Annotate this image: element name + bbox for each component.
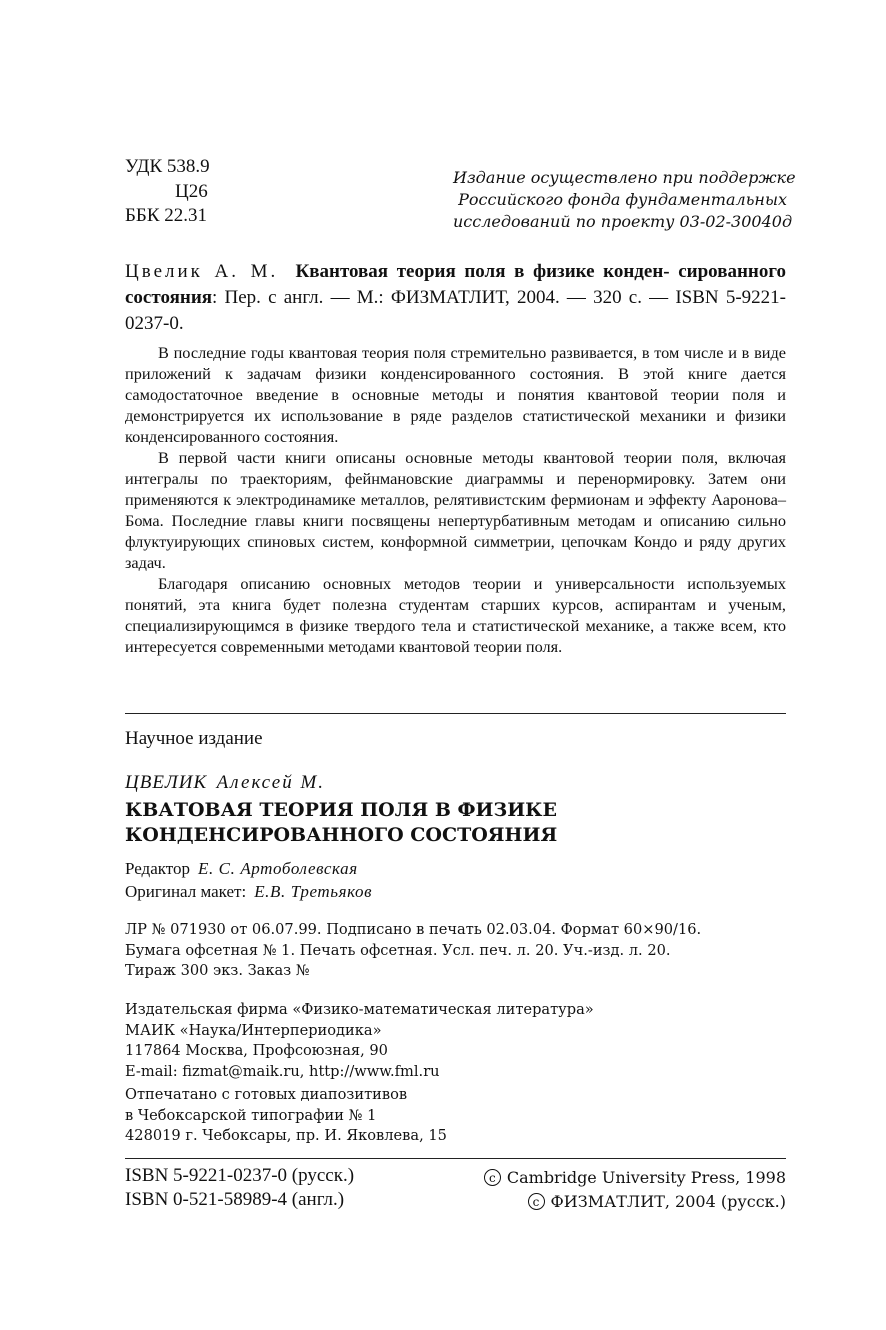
book-title-line: КОНДЕНСИРОВАННОГО СОСТОЯНИЯ (125, 824, 558, 846)
divider (125, 1158, 786, 1159)
copyright-line (484, 1190, 786, 1214)
printer-line: Отпечатано с готовых диапозитивов (125, 1086, 408, 1103)
printing-line: Бумага офсетная № 1. Печать офсетная. Усл. печ. л. 20. Уч.-изд. л. 20. (125, 941, 671, 959)
editor-line (125, 857, 358, 880)
isbn-block (125, 1164, 354, 1212)
edition-type: Научное издание (125, 728, 263, 749)
bbk-code: ББК 22.31 (125, 205, 207, 226)
biblio-details: 320 с. — ISBN 5-9221-0237-0. (125, 287, 786, 334)
author-full-name (125, 771, 325, 795)
abstract-paragraph: В первой части книги описаны основные методы квантовой теории поля, включая интегралы по траекториям, фейнмановские диаграммы и перенормировку. Затем они применяются к электродинамике металлов, релятивистским фермионам и эффекту Ааронова–Бома. Последние главы книги посвящены непертурбативным методам и описанию сильно флуктуирующих спиновых систем, конформной симметрии, цепочкам Кондо и ряду других задач. (125, 448, 786, 572)
biblio-details: : Пер. с англ. — М.: ФИЗМАТЛИТ, 2004. — (212, 287, 586, 308)
printer-details (125, 1085, 447, 1147)
copyright-icon: c (484, 1169, 501, 1186)
book-title-line: КВАТОВАЯ ТЕОРИЯ ПОЛЯ В ФИЗИКЕ (125, 799, 557, 821)
grant-line: Издание осуществлено при поддержке (453, 168, 796, 187)
author-mark-code: Ц26 (175, 181, 208, 202)
copyright-text: ФИЗМАТЛИТ, 2004 (русск.) (550, 1192, 786, 1211)
printer-line: в Чебоксарской типографии № 1 (125, 1106, 377, 1124)
printing-details (125, 920, 701, 982)
abstract-paragraph: В последние годы квантовая теория поля стремительно развивается, в том числе и в виде приложений к задачам физики конденсированного состояния. В этой книге дается самодостаточное введение в основные методы и понятия квантовой теории поля и демонстрируется их использование в ряде разделов статистической механики и физики конденсированного состояния. (125, 343, 786, 446)
layout-name: Е.В. Третьяков (254, 882, 373, 901)
author-surname: ЦВЕЛИК (125, 772, 208, 793)
biblio-author: Цвелик А. М. (125, 261, 279, 282)
layout-role: Оригинал макет: (125, 882, 247, 901)
publisher-line: 117864 Москва, Профсоюзная, 90 (125, 1042, 388, 1059)
biblio-title-part: Квантовая теория поля в физике конден- (295, 261, 670, 282)
biblio-title-part: сированного состояния (125, 261, 787, 308)
isbn-line: ISBN 5-9221-0237-0 (русск.) (125, 1165, 355, 1186)
abstract (125, 342, 786, 657)
printing-line: Тираж 300 экз. Заказ № (125, 962, 310, 979)
printer-line: 428019 г. Чебоксары, пр. И. Яковлева, 15 (125, 1127, 447, 1144)
editor-name: Е. С. Артоболевская (198, 859, 358, 878)
bibliographic-record (125, 259, 786, 337)
publisher-line: МАИК «Наука/Интерпериодика» (125, 1021, 382, 1039)
divider (125, 713, 786, 714)
grant-line: Российского фонда фундаментальных (458, 190, 787, 209)
publisher-line: E-mail: fizmat@maik.ru, http://www.fml.ru (125, 1062, 440, 1080)
grant-notice (453, 167, 796, 233)
isbn-line: ISBN 0-521-58989-4 (англ.) (125, 1189, 345, 1210)
copyright-icon: c (528, 1193, 545, 1210)
book-title (125, 798, 557, 848)
copyright-block (484, 1166, 786, 1214)
publisher-details (125, 1000, 594, 1082)
copyright-line (484, 1166, 786, 1190)
publisher-line: Издательская фирма «Физико-математическая литература» (125, 1001, 594, 1018)
layout-line (125, 880, 372, 903)
author-given-name: Алексей М. (216, 772, 326, 793)
copyright-text: Cambridge University Press, 1998 (506, 1168, 786, 1187)
editor-role: Редактор (125, 859, 190, 878)
printing-line: ЛР № 071930 от 06.07.99. Подписано в печать 02.03.04. Формат 60×90/16. (125, 921, 702, 938)
abstract-paragraph: Благодаря описанию основных методов теории и универсальности используемых понятий, эта книга будет полезна студентам старших курсов, аспирантам и ученым, специализирующимся в физике твердого тела и статистической механике, а также всем, кто интересуется современными методами квантовой теории поля. (125, 574, 786, 656)
udk-code: УДК 538.9 (125, 156, 210, 177)
grant-line: исследований по проекту 03-02-30040д (453, 212, 793, 231)
